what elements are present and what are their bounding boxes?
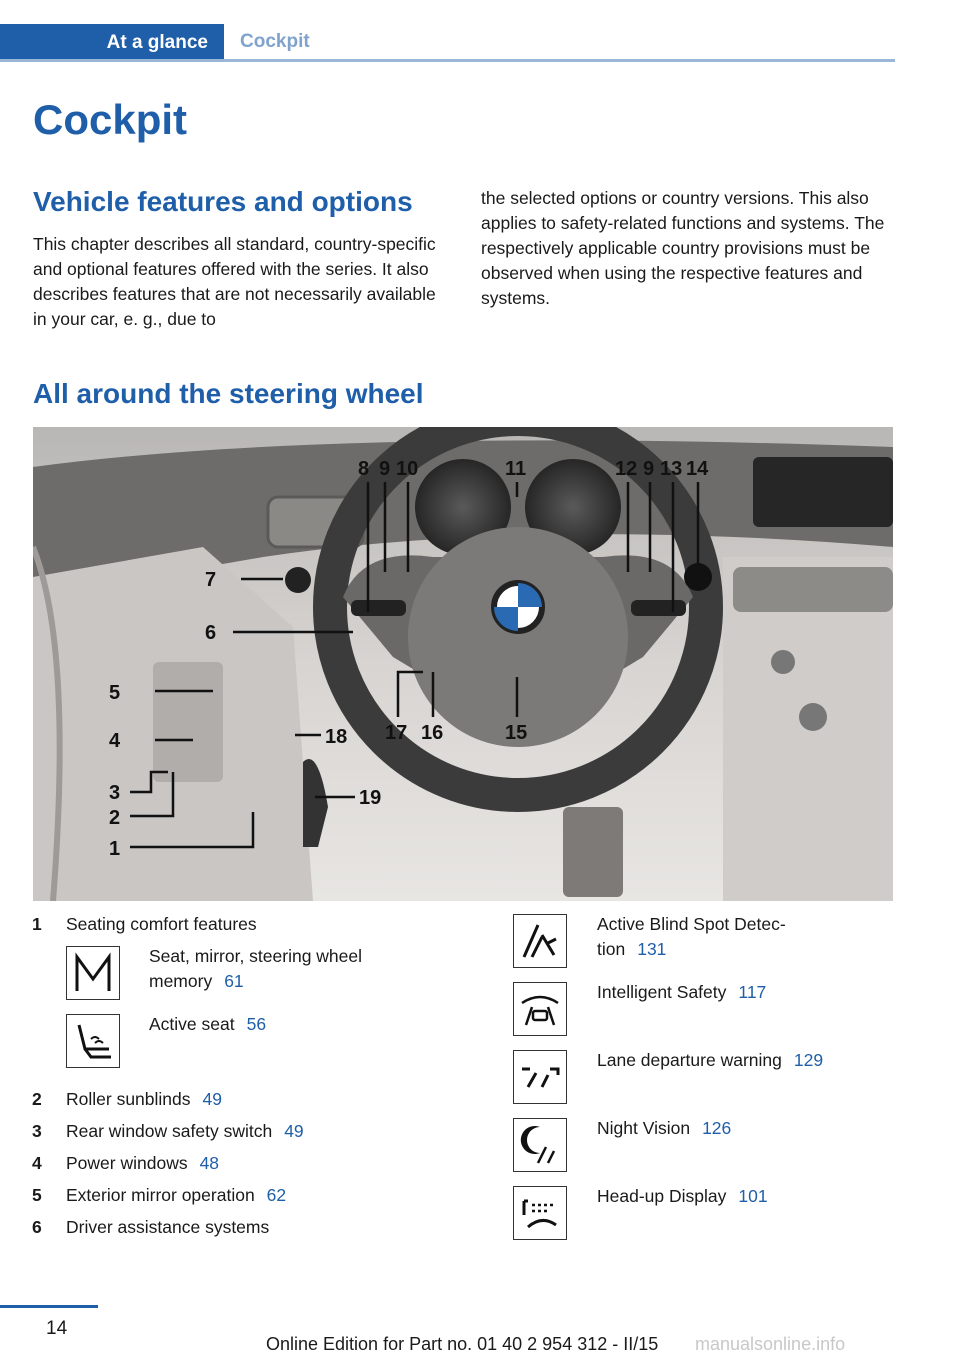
callout-7: 7	[205, 569, 217, 591]
callout-9b: 9	[643, 458, 655, 480]
page-ref-49b[interactable]: 49	[284, 1121, 304, 1141]
legend-head-up-display	[597, 1184, 857, 1209]
callout-5: 5	[109, 682, 121, 704]
callout-8: 8	[358, 458, 370, 480]
legend-num: 4	[32, 1153, 42, 1173]
callout-4: 4	[109, 730, 121, 752]
callout-17: 17	[385, 722, 408, 744]
callout-16: 16	[421, 722, 444, 744]
legend-label-text: Power windows	[66, 1153, 188, 1173]
callout-9: 9	[379, 458, 391, 480]
edition-note: Online Edition for Part no. 01 40 2 954 312 - II/15	[266, 1334, 659, 1354]
legend-lane-departure	[597, 1048, 877, 1073]
chapter-header	[0, 0, 895, 62]
head-up-display-icon	[513, 1186, 567, 1240]
section-title-steering-wheel: All around the steering wheel	[33, 378, 424, 409]
callout-13: 13	[660, 458, 683, 480]
callout-6: 6	[205, 622, 217, 644]
header-rule	[0, 59, 895, 62]
tab-at-a-glance[interactable]: At a glance	[0, 24, 224, 62]
light-switch	[285, 567, 311, 593]
callout-10: 10	[396, 458, 419, 480]
callout-18: 18	[325, 726, 348, 748]
legend-item-2	[0, 1087, 480, 1112]
legend-intelligent-safety	[597, 980, 857, 1005]
legend-label-line2	[597, 937, 857, 962]
legend-label: Driver assistance systems	[66, 1217, 270, 1237]
active-seat-icon	[66, 1014, 120, 1068]
legend-label	[66, 1151, 219, 1176]
callout-1: 1	[109, 838, 121, 860]
center-vents	[733, 567, 893, 612]
legend-item-6	[0, 1215, 480, 1240]
page-ref-117[interactable]: 117	[738, 982, 767, 1002]
legend-blind-spot	[597, 912, 857, 962]
intelligent-safety-icon	[513, 982, 567, 1036]
legend-label-text: Night Vision	[597, 1118, 691, 1138]
tab-cockpit[interactable]: Cockpit	[240, 31, 310, 52]
legend-night-vision	[597, 1116, 857, 1141]
page-ref-129[interactable]: 129	[793, 1050, 824, 1070]
legend-item-5	[0, 1183, 480, 1208]
legend-label-text: Intelligent Safety	[597, 982, 727, 1002]
callout-3: 3	[109, 782, 121, 804]
page-ref-61[interactable]: 61	[224, 971, 244, 991]
door-switch-panel	[153, 662, 223, 782]
legend-num: 1	[32, 914, 42, 934]
legend-label	[66, 1183, 286, 1208]
cockpit-drawing	[33, 427, 893, 901]
page-ref-49a[interactable]: 49	[202, 1089, 222, 1109]
night-vision-icon	[513, 1118, 567, 1172]
legend-sub-label: Active seat	[149, 1014, 235, 1034]
lane-departure-icon	[513, 1050, 567, 1104]
callout-12: 12	[615, 458, 638, 480]
right-stalk	[631, 600, 686, 616]
page-ref-56[interactable]: 56	[246, 1014, 267, 1034]
left-stalk	[351, 600, 406, 616]
callout-19: 19	[359, 787, 382, 809]
start-stop-button	[684, 563, 712, 591]
legend-num: 3	[32, 1121, 42, 1141]
legend-item-3	[0, 1119, 480, 1144]
legend-label-line1: Active Blind Spot Detec-	[597, 914, 786, 934]
callout-14: 14	[686, 458, 709, 480]
legend-item-1	[0, 912, 480, 937]
legend-sub-label: Seat, mirror, steering wheel memory	[149, 946, 363, 991]
page-number: 14	[46, 1318, 68, 1339]
legend-num: 2	[32, 1089, 42, 1109]
callout-15: 15	[505, 722, 528, 744]
legend-label-text: Rear window safety switch	[66, 1121, 273, 1141]
legend-label	[66, 1119, 304, 1144]
section-title-features: Vehicle features and options	[33, 186, 413, 217]
legend-num: 5	[32, 1185, 42, 1205]
legend-label: Seating comfort features	[66, 914, 257, 934]
legend-label-text: Lane departure warning	[597, 1050, 782, 1070]
page-ref-131[interactable]: 131	[637, 939, 667, 959]
callout-11: 11	[505, 458, 527, 480]
display-screen	[753, 457, 893, 527]
legend-label	[66, 1087, 222, 1112]
memory-m-icon	[66, 946, 120, 1000]
callout-2: 2	[109, 807, 121, 829]
blind-spot-icon	[513, 914, 567, 968]
legend-label-text: tion	[597, 939, 626, 959]
intro-text-col2: the selected options or country versions. This also applies to safety-related functions and systems. The respectively applicable country provisions must be observed when using the respective features and systems.	[481, 188, 885, 308]
page-title: Cockpit	[33, 96, 188, 143]
footer-rule	[0, 1305, 98, 1308]
page-ref-126[interactable]: 126	[702, 1118, 732, 1138]
legend-num: 6	[32, 1217, 42, 1237]
legend-label-text: Head-up Display	[597, 1186, 727, 1206]
watermark: manualsonline.info	[695, 1334, 846, 1354]
legend-label-text: Exterior mirror operation	[66, 1185, 255, 1205]
legend-sub-active-seat	[149, 1012, 429, 1037]
legend-item-4	[0, 1151, 480, 1176]
cockpit-illustration	[33, 427, 893, 901]
legend-label-text: Roller sunblinds	[66, 1089, 191, 1109]
legend-sub-memory	[149, 944, 429, 994]
intro-text-col1: This chapter describes all standard, country-specific and optional features offered with the series. It also describes features that are not necessarily available in your car, e. g., due to	[33, 234, 436, 329]
page-ref-62[interactable]: 62	[266, 1185, 287, 1205]
page-ref-48[interactable]: 48	[199, 1153, 220, 1173]
page-ref-101[interactable]: 101	[738, 1186, 768, 1206]
